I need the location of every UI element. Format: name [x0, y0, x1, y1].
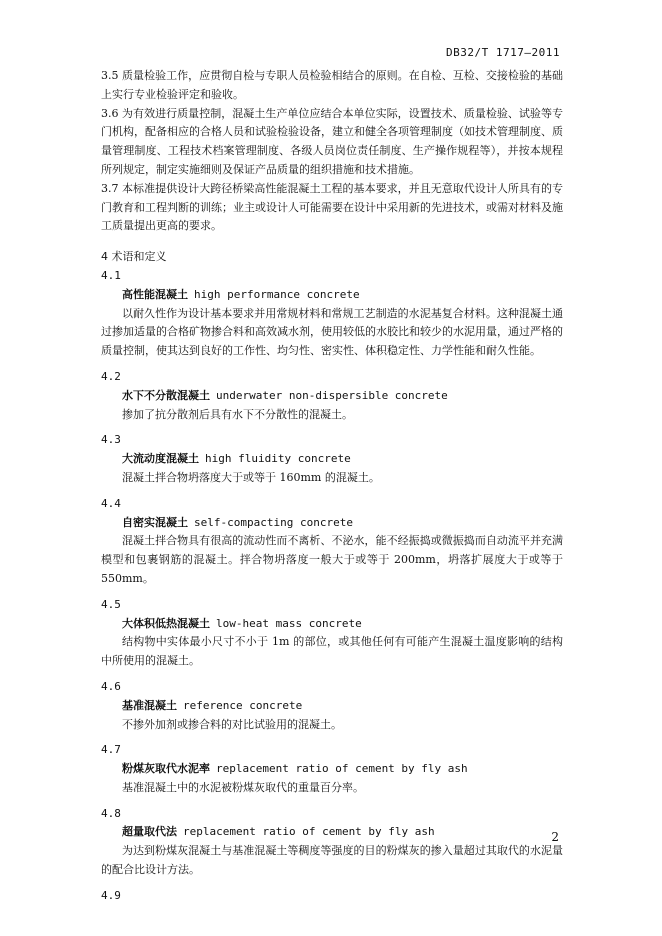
term-definition: 为达到粉煤灰混凝土与基准混凝土等稠度等强度的目的粉煤灰的掺入量超过其取代的水泥量的配合比设计方法。: [101, 844, 563, 877]
clause-3-7: 3.7 本标准提供设计大跨径桥梁高性能混凝土工程的基本要求，并且无意取代设计人所具有的专门教育和工程判断的训练；业主或设计人可能需要在设计中采用新的先进技术，或需对材料及施工质量提出更高的要求。: [101, 181, 563, 233]
term-entry: [101, 741, 563, 797]
term-name-en: high fluidity concrete: [205, 452, 351, 466]
term-name-zh: 高性能混凝土: [122, 287, 188, 301]
term-name-zh: 大体积低热混凝土: [122, 616, 210, 630]
term-name: [101, 450, 563, 469]
term-name-en: replacement ratio of cement by fly ash: [216, 762, 468, 776]
term-name: [101, 286, 563, 305]
term-name: [101, 514, 563, 533]
term-name: [101, 823, 563, 842]
term-name-zh: 自密实混凝土: [122, 515, 188, 529]
term-definition: 不掺外加剂或掺合料的对比试验用的混凝土。: [122, 717, 342, 731]
clause-3-6: 3.6 为有效进行质量控制，混凝土生产单位应结合本单位实际，设置技术、质量检验、试验等专门机构，配备相应的合格人员和试验检验设备，建立和健全各项管理制度（如技术管理制度、质量管理制度、工程技术档案管理制度、各级人员岗位责任制度、生产操作规程等），并按本规程所列规定，制定实施细则及保证产品质量的组织措施和技术措施。: [101, 106, 563, 176]
clause-3-5: 3.5 质量检验工作，应贯彻自检与专职人员检验相结合的原则。在自检、互检、交接检验的基础上实行专业检验评定和验收。: [101, 69, 563, 101]
term-name-en: underwater non-dispersible concrete: [216, 388, 448, 402]
term-number: 4.8: [101, 806, 121, 820]
term-name-zh: 水下不分散混凝土: [122, 388, 210, 402]
term-number: 4.5: [101, 597, 121, 611]
term-definition: 掺加了抗分散剂后具有水下不分散性的混凝土。: [122, 407, 353, 421]
term-name-zh: 粉煤灰取代水泥率: [122, 762, 210, 776]
term-definition: 混凝土拌合物具有很高的流动性而不离析、不泌水，能不经振捣或微振捣而自动流平并充满模型和包裹钢筋的混凝土。拌合物坍落度一般大于或等于 200mm，坍落扩展度大于或等于 550mm。: [101, 534, 563, 585]
term-definition: 基准混凝土中的水泥被粉煤灰取代的重量百分率。: [122, 780, 364, 794]
term-name: [101, 615, 563, 634]
term-number: 4.6: [101, 679, 121, 693]
page-number: 2: [551, 830, 559, 844]
term-name-zh: 超量取代法: [122, 825, 177, 839]
term-entry: [101, 368, 563, 424]
term-entry: [101, 805, 563, 880]
page-content: [101, 67, 563, 906]
term-definition: 结构物中实体最小尺寸不小于 1m 的部位，或其他任何有可能产生混凝土温度影响的结构中所使用的混凝土。: [101, 635, 563, 668]
term-name: [101, 760, 563, 779]
term-name-en: replacement ratio of cement by fly ash: [183, 825, 435, 839]
term-entry: [101, 495, 563, 589]
term-name: [101, 697, 563, 716]
term-name-en: high performance concrete: [194, 287, 360, 301]
term-number: 4.2: [101, 369, 121, 383]
term-entry: [101, 267, 563, 361]
term-entry: [101, 431, 563, 487]
term-name-en: reference concrete: [183, 698, 303, 712]
term-number: 4.1: [101, 268, 121, 282]
term-number: 4.3: [101, 433, 121, 447]
term-name: [101, 387, 563, 406]
term-definition: 以耐久性作为设计基本要求并用常规材料和常规工艺制造的水泥基复合材料。这种混凝土通过掺加适量的合格矿物掺合料和高效减水剂，使用较低的水胶比和较少的水泥用量，通过严格的质量控制，使其达到良好的工作性、均匀性、密实性、体积稳定性、力学性能和耐久性能。: [101, 306, 563, 358]
term-number: 4.4: [101, 496, 121, 510]
section-4-heading: 4 术语和定义: [101, 250, 167, 264]
term-name-en: low-heat mass concrete: [216, 616, 362, 630]
term-definition: 混凝土拌合物坍落度大于或等于 160mm 的混凝土。: [122, 470, 380, 484]
term-name-en: self-compacting concrete: [194, 515, 353, 529]
term-number: 4.7: [101, 743, 121, 757]
term-entry: [101, 596, 563, 671]
standard-code: DB32/T 1717—2011: [446, 46, 560, 59]
term-name-zh: 大流动度混凝土: [122, 452, 199, 466]
term-entry: [101, 678, 563, 734]
term-number: 4.9: [101, 888, 121, 902]
term-name-zh: 基准混凝土: [122, 698, 177, 712]
